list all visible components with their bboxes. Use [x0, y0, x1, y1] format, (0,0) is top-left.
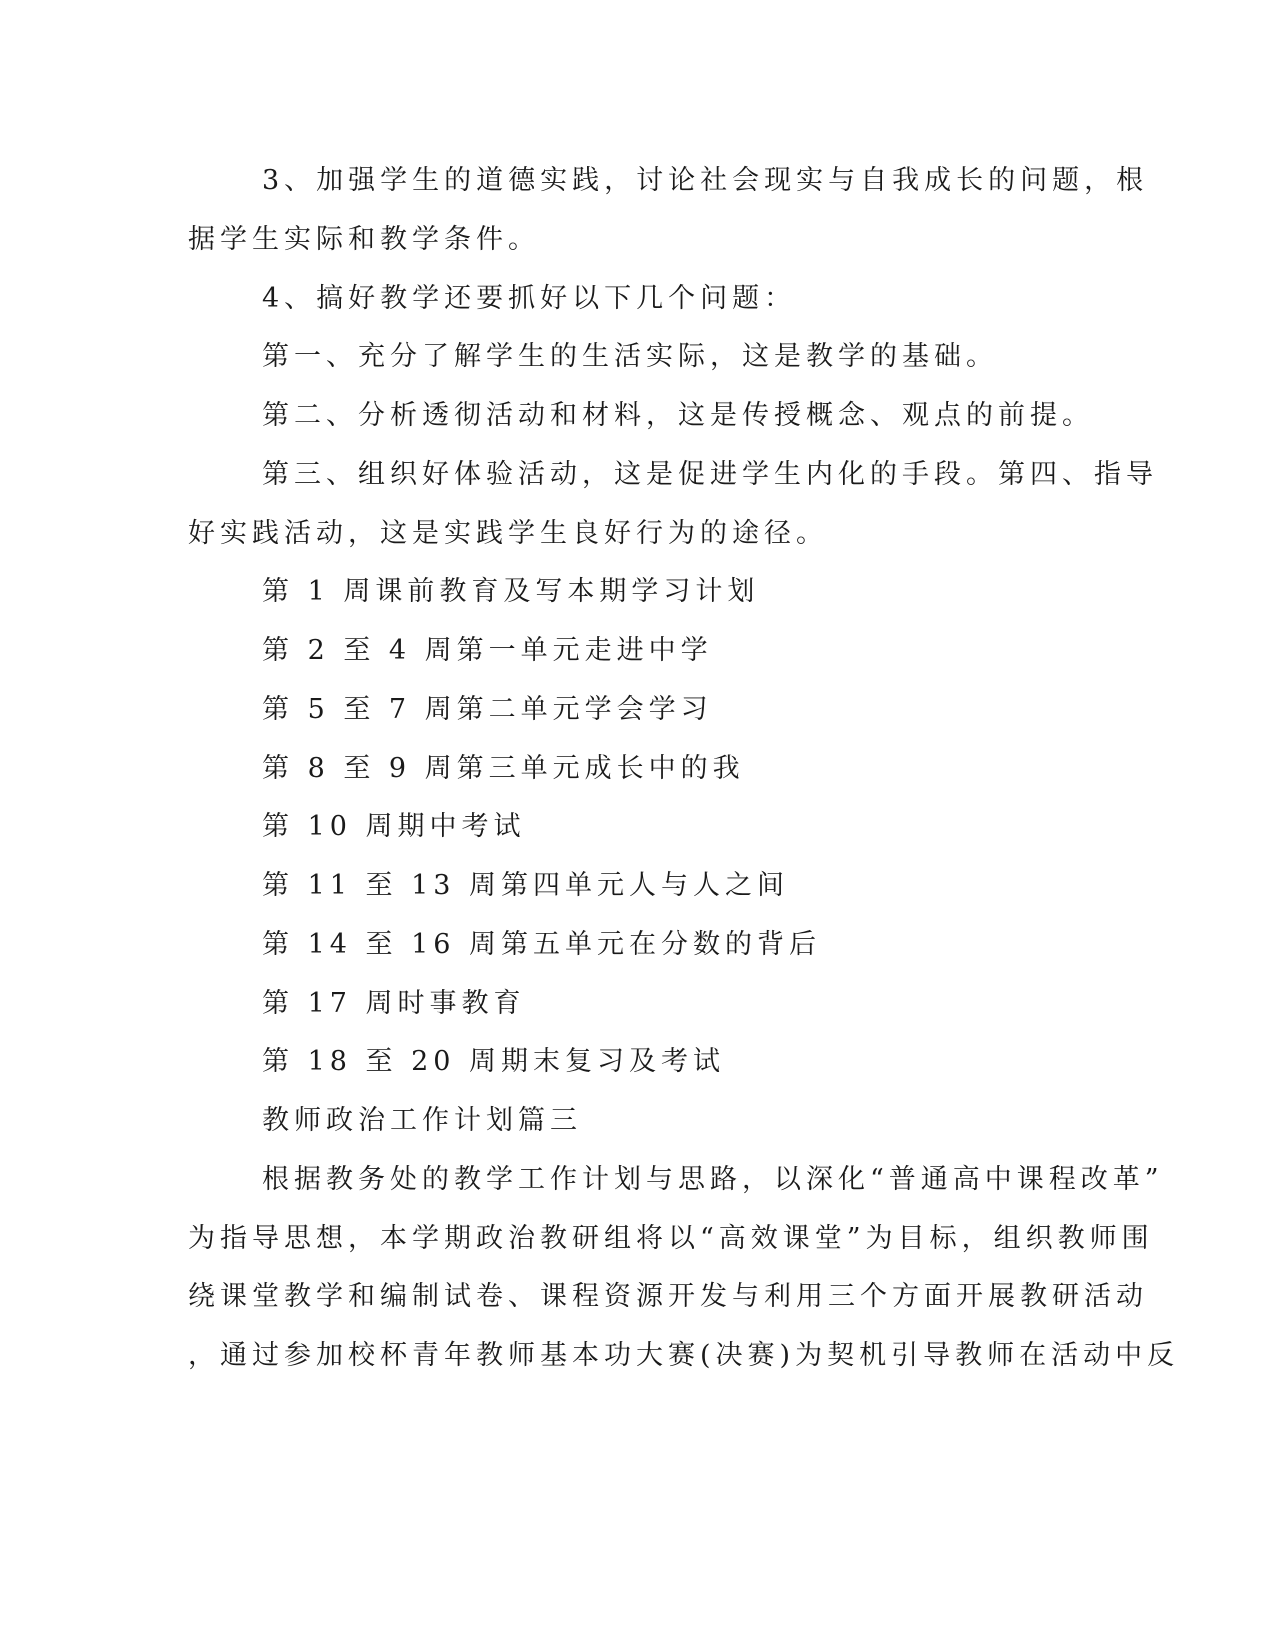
- paragraph-line: ，通过参加校杯青年教师基本功大赛(决赛)为契机引导教师在活动中反: [188, 1340, 1180, 1371]
- schedule-item: 第 14 至 16 周第五单元在分数的背后: [262, 929, 822, 960]
- schedule-item: 第 5 至 7 周第二单元学会学习: [262, 694, 713, 725]
- schedule-item: 第 2 至 4 周第一单元走进中学: [262, 635, 713, 666]
- paragraph-line: 第二、分析透彻活动和材料，这是传授概念、观点的前提。: [262, 400, 1094, 431]
- schedule-item: 第 1 周课前教育及写本期学习计划: [262, 576, 760, 607]
- paragraph-line: 4、搞好教学还要抓好以下几个问题：: [262, 283, 797, 314]
- schedule-item: 第 17 周时事教育: [262, 988, 526, 1019]
- paragraph-line: 根据教务处的教学工作计划与思路，以深化“普通高中课程改革”: [262, 1164, 1164, 1195]
- schedule-item: 第 10 周期中考试: [262, 811, 526, 842]
- paragraph-line: 好实践活动，这是实践学生良好行为的途径。: [188, 518, 828, 549]
- schedule-item: 第 8 至 9 周第三单元成长中的我: [262, 753, 745, 784]
- paragraph-line: 为指导思想，本学期政治教研组将以“高效课堂”为目标，组织教师围: [188, 1223, 1154, 1254]
- section-title: 教师政治工作计划篇三: [262, 1105, 582, 1136]
- schedule-item: 第 11 至 13 周第四单元人与人之间: [262, 870, 790, 901]
- paragraph-line: 3、加强学生的道德实践，讨论社会现实与自我成长的问题，根: [262, 165, 1149, 196]
- paragraph-line: 据学生实际和教学条件。: [188, 224, 540, 255]
- schedule-item: 第 18 至 20 周期末复习及考试: [262, 1046, 726, 1077]
- paragraph-line: 第三、组织好体验活动，这是促进学生内化的手段。第四、指导: [262, 459, 1158, 490]
- paragraph-line: 第一、充分了解学生的生活实际，这是教学的基础。: [262, 341, 998, 372]
- paragraph-line: 绕课堂教学和编制试卷、课程资源开发与利用三个方面开展教研活动: [188, 1281, 1148, 1312]
